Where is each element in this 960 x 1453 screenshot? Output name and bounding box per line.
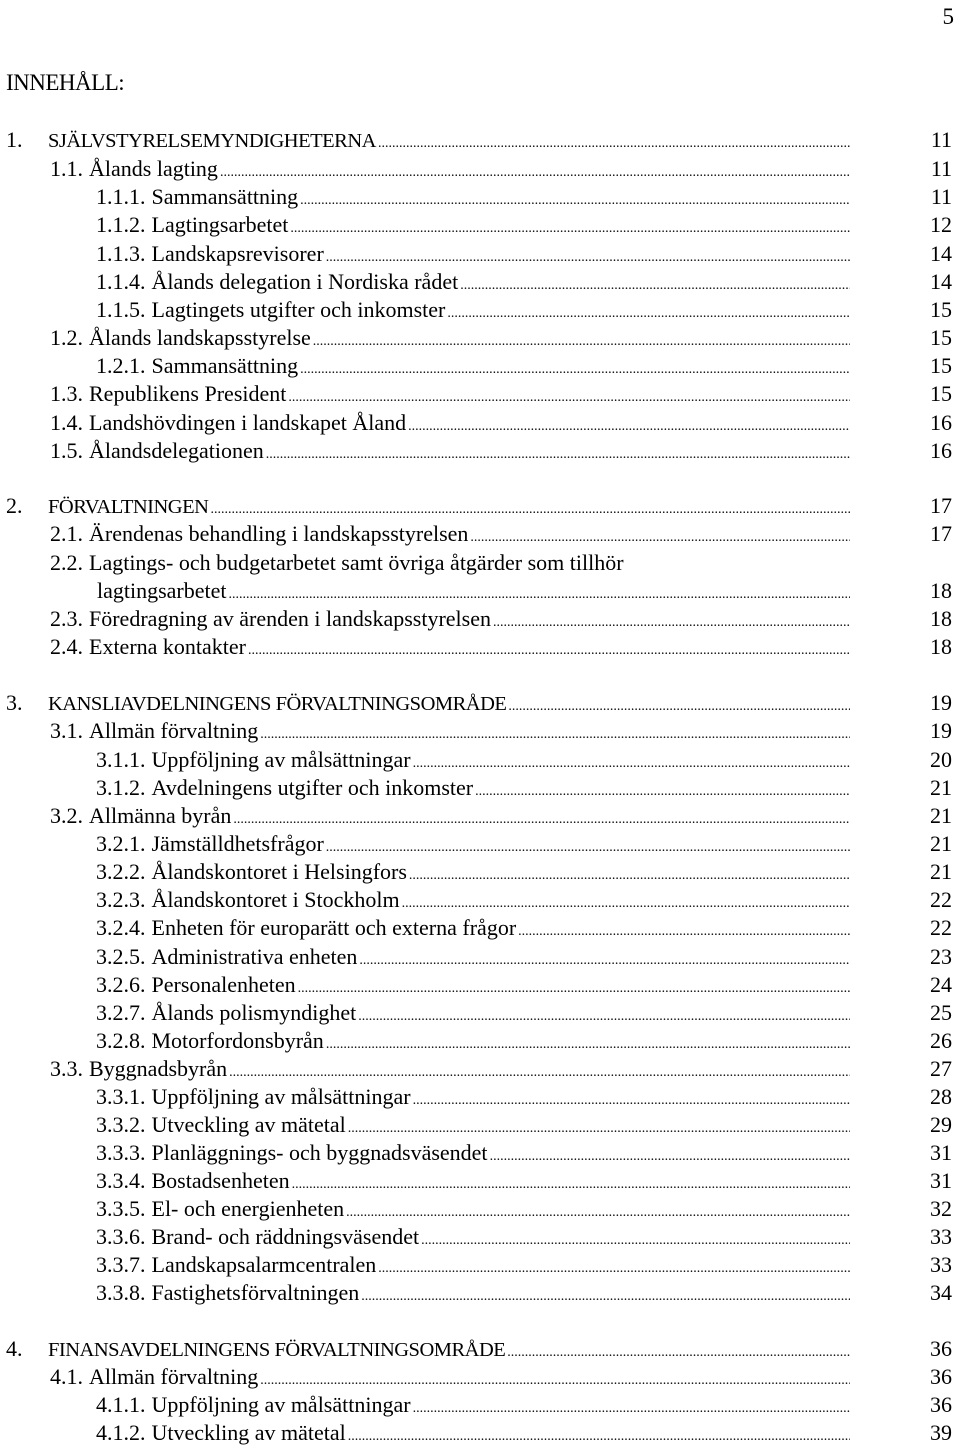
toc-entry-title: El- och energienheten bbox=[151, 1196, 345, 1221]
toc-entry-title: Uppföljning av målsättningar bbox=[151, 1392, 411, 1417]
toc-entry[interactable] bbox=[6, 492, 852, 520]
toc-entry-title: Ålandsdelegationen bbox=[89, 438, 264, 463]
toc-entry-page: 12 bbox=[930, 212, 952, 237]
toc-entry-title: Ålands delegation i Nordiska rådet bbox=[151, 269, 459, 294]
toc-entry[interactable] bbox=[96, 1251, 852, 1279]
toc-entry[interactable] bbox=[50, 802, 852, 830]
toc-entry[interactable] bbox=[50, 717, 852, 745]
toc-entry-number: 1.2. bbox=[50, 325, 83, 350]
toc-entry[interactable] bbox=[96, 211, 852, 239]
toc-entry-title: Motorfordonsbyrån bbox=[151, 1028, 324, 1053]
toc-entry[interactable] bbox=[50, 155, 852, 183]
toc-entry[interactable] bbox=[96, 183, 852, 211]
toc-entry[interactable] bbox=[96, 296, 852, 324]
toc-entry-number: 4.1.2. bbox=[96, 1420, 146, 1445]
toc-entry-title: Brand- och räddningsväsendet bbox=[151, 1224, 420, 1249]
toc-entry-title: Ålands lagting bbox=[89, 156, 218, 181]
toc-entry-page: 18 bbox=[930, 606, 952, 631]
toc-entry-number: 2.1. bbox=[50, 521, 83, 546]
toc-entry-page: 17 bbox=[930, 493, 952, 518]
toc-entry[interactable] bbox=[6, 1335, 852, 1363]
toc-entry-page: 36 bbox=[930, 1364, 952, 1389]
toc-entry-page: 18 bbox=[930, 634, 952, 659]
toc-entry[interactable] bbox=[96, 1027, 852, 1055]
toc-entry[interactable] bbox=[50, 1055, 852, 1083]
toc-entry-title: Fastighetsförvaltningen bbox=[151, 1280, 360, 1305]
toc-entry-number: 3.1.2. bbox=[96, 775, 146, 800]
toc-entry-number: 1.1.3. bbox=[96, 241, 146, 266]
toc-entry-page: 11 bbox=[930, 184, 952, 209]
toc-entry[interactable] bbox=[96, 1279, 852, 1307]
toc-entry-title: FINANSAVDELNINGENS FÖRVALTNINGSOMRÅDE bbox=[48, 1339, 506, 1361]
toc-entry-page: 36 bbox=[930, 1392, 952, 1417]
toc-entry-number: 3.1. bbox=[50, 718, 83, 743]
toc-entry-page: 17 bbox=[930, 521, 952, 546]
toc-entry-number: 3.3.2. bbox=[96, 1112, 146, 1137]
toc-entry-page: 33 bbox=[930, 1224, 952, 1249]
toc-entry-page: 14 bbox=[930, 269, 952, 294]
toc-entry[interactable] bbox=[96, 999, 852, 1027]
toc-entry[interactable] bbox=[50, 605, 852, 633]
toc-entry-number: 3.3.3. bbox=[96, 1140, 146, 1165]
toc-entry-number: 3.3. bbox=[50, 1056, 83, 1081]
toc-entry-page: 15 bbox=[930, 325, 952, 350]
toc-entry-page: 14 bbox=[930, 241, 952, 266]
toc-entry[interactable] bbox=[96, 1083, 852, 1111]
toc-entry-number: 1.1.1. bbox=[96, 184, 146, 209]
toc-entry-page: 33 bbox=[930, 1252, 952, 1277]
toc-entry[interactable] bbox=[96, 746, 852, 774]
toc-entry-title: Bostadsenheten bbox=[151, 1168, 290, 1193]
toc-entry-title: Republikens President bbox=[89, 381, 287, 406]
toc-entry-number: 3.2. bbox=[50, 803, 83, 828]
toc-entry-title: Allmän förvaltning bbox=[89, 718, 259, 743]
toc-entry-page: 15 bbox=[930, 297, 952, 322]
toc-entry-title: Uppföljning av målsättningar bbox=[151, 1084, 411, 1109]
toc-entry[interactable] bbox=[96, 1419, 852, 1447]
toc-entry-number: 3.2.3. bbox=[96, 887, 146, 912]
toc-entry-number: 3.2.5. bbox=[96, 944, 146, 969]
toc-entry-page: 21 bbox=[930, 859, 952, 884]
toc-entry-page: 34 bbox=[930, 1280, 952, 1305]
toc-entry[interactable] bbox=[96, 971, 852, 999]
toc-entry[interactable] bbox=[50, 520, 852, 548]
toc-entry-page: 23 bbox=[930, 944, 952, 969]
toc-entry[interactable] bbox=[50, 324, 852, 352]
toc-entry-number: 3.2.4. bbox=[96, 915, 146, 940]
toc-entry-title: Uppföljning av målsättningar bbox=[151, 747, 411, 772]
toc-entry-title: Allmän förvaltning bbox=[89, 1364, 259, 1389]
toc-entry-number: 3.1.1. bbox=[96, 747, 146, 772]
toc-entry-title: Externa kontakter bbox=[89, 634, 246, 659]
toc-entry-page: 21 bbox=[930, 775, 952, 800]
dot-leader bbox=[260, 717, 850, 749]
toc-entry-title: Personalenheten bbox=[151, 972, 296, 997]
toc-entry[interactable] bbox=[96, 268, 852, 296]
toc-entry-page: 18 bbox=[930, 578, 952, 603]
toc-entry-page: 21 bbox=[930, 831, 952, 856]
toc-entry-title: FÖRVALTNINGEN bbox=[48, 496, 209, 518]
toc-entry-number: 3.2.2. bbox=[96, 859, 146, 884]
dot-leader bbox=[288, 380, 850, 412]
page-number: 5 bbox=[942, 4, 954, 29]
toc-entry[interactable] bbox=[96, 1195, 852, 1223]
toc-entry[interactable] bbox=[96, 943, 852, 971]
toc-entry-title: Landskapsalarmcentralen bbox=[151, 1252, 377, 1277]
toc-entry[interactable] bbox=[96, 1391, 852, 1419]
toc-entry[interactable] bbox=[96, 858, 852, 886]
toc-entry-number: 1. bbox=[6, 127, 23, 152]
toc-entry-page: 39 bbox=[930, 1420, 952, 1445]
toc-entry-page: 11 bbox=[930, 156, 952, 181]
toc-entry-title: Ålands landskapsstyrelse bbox=[89, 325, 311, 350]
toc-entry-number: 3.3.8. bbox=[96, 1280, 146, 1305]
toc-entry-number: 1.1.5. bbox=[96, 297, 146, 322]
toc-entry-number: 4.1. bbox=[50, 1364, 83, 1389]
toc-entry-number: 3.3.1. bbox=[96, 1084, 146, 1109]
toc-entry-page: 22 bbox=[930, 915, 952, 940]
toc-entry-title: Landshövdingen i landskapet Åland bbox=[89, 410, 407, 435]
toc-entry-number: 3.3.4. bbox=[96, 1168, 146, 1193]
toc-entry-number: 3.3.7. bbox=[96, 1252, 146, 1277]
toc-entry-title: Ålands polismyndighet bbox=[151, 1000, 357, 1025]
toc-entry-title: Sammansättning bbox=[151, 184, 299, 209]
toc-entry-page: 31 bbox=[930, 1168, 952, 1193]
toc-entry-page: 29 bbox=[930, 1112, 952, 1137]
toc-entry-number: 2.3. bbox=[50, 606, 83, 631]
toc-entry-title: Lagtingsarbetet bbox=[151, 212, 289, 237]
toc-entry-title: Lagtingets utgifter och inkomster bbox=[151, 297, 446, 322]
toc-entry-page: 26 bbox=[930, 1028, 952, 1053]
toc-entry-title: Lagtings- och budgetarbetet samt övriga åtgärder som tillhör bbox=[89, 550, 624, 575]
toc-entry[interactable] bbox=[50, 380, 852, 408]
toc-entry-number: 3.2.8. bbox=[96, 1028, 146, 1053]
toc-entry-page: 22 bbox=[930, 887, 952, 912]
toc-entry-page: 11 bbox=[930, 127, 952, 152]
toc-entry-page: 15 bbox=[930, 353, 952, 378]
toc-entry-number: 1.1.2. bbox=[96, 212, 146, 237]
dot-leader bbox=[378, 126, 850, 158]
toc-entry[interactable] bbox=[96, 774, 852, 802]
toc-entry[interactable] bbox=[50, 1363, 852, 1391]
toc-entry-page: 19 bbox=[930, 690, 952, 715]
toc-entry-number: 4.1.1. bbox=[96, 1392, 146, 1417]
toc-entry-page: 31 bbox=[930, 1140, 952, 1165]
toc-entry-number: 3. bbox=[6, 690, 23, 715]
toc-entry-page: 28 bbox=[930, 1084, 952, 1109]
toc-entry-number: 2. bbox=[6, 493, 23, 518]
toc-title: INNEHÅLL: bbox=[6, 70, 125, 95]
toc-entry-number: 1.4. bbox=[50, 410, 83, 435]
toc-entry-title: KANSLIAVDELNINGENS FÖRVALTNINGSOMRÅDE bbox=[48, 693, 507, 715]
toc-entry-title: Föredragning av ärenden i landskapsstyrelsen bbox=[89, 606, 491, 631]
toc-entry-number: 3.2.7. bbox=[96, 1000, 146, 1025]
toc-entry-title: Planläggnings- och byggnadsväsendet bbox=[151, 1140, 488, 1165]
toc-entry-number: 4. bbox=[6, 1336, 23, 1361]
toc-entry[interactable] bbox=[6, 126, 852, 154]
dot-leader bbox=[248, 633, 850, 665]
toc-entry-title: Administrativa enheten bbox=[151, 944, 358, 969]
toc-entry[interactable] bbox=[50, 633, 852, 661]
toc-entry-number: 1.3. bbox=[50, 381, 83, 406]
toc-entry-page: 19 bbox=[930, 718, 952, 743]
dot-leader bbox=[290, 211, 850, 243]
toc-entry-title: Landskapsrevisorer bbox=[151, 241, 324, 266]
toc-entry-title: Ålandskontoret i Stockholm bbox=[151, 887, 400, 912]
toc-entry[interactable] bbox=[96, 830, 852, 858]
dot-leader bbox=[266, 437, 850, 469]
toc-entry-page: 16 bbox=[930, 438, 952, 463]
toc-entry[interactable] bbox=[96, 886, 852, 914]
toc-entry-page: 27 bbox=[930, 1056, 952, 1081]
toc-entry-page: 25 bbox=[930, 1000, 952, 1025]
toc-entry-title: Byggnadsbyrån bbox=[89, 1056, 228, 1081]
toc-entry[interactable] bbox=[96, 352, 852, 380]
toc-entry-title: SJÄLVSTYRELSEMYNDIGHETERNA bbox=[48, 130, 376, 152]
toc-entry[interactable] bbox=[50, 437, 852, 465]
toc-entry-page: 36 bbox=[930, 1336, 952, 1361]
toc-entry-title: Jämställdhetsfrågor bbox=[151, 831, 324, 856]
toc-entry-title: Sammansättning bbox=[151, 353, 299, 378]
toc-entry-title: lagtingsarbetet bbox=[97, 578, 227, 603]
toc-entry[interactable] bbox=[96, 1167, 852, 1195]
toc-entry-number: 1.1.4. bbox=[96, 269, 146, 294]
toc-entry-page: 21 bbox=[930, 803, 952, 828]
toc-entry[interactable] bbox=[96, 1223, 852, 1251]
toc-entry-title: Utveckling av mätetal bbox=[151, 1112, 346, 1137]
toc-entry[interactable] bbox=[96, 1139, 852, 1167]
toc-entry-title: Ärendenas behandling i landskapsstyrelsen bbox=[89, 521, 469, 546]
toc-entry-page: 32 bbox=[930, 1196, 952, 1221]
toc-entry-number: 3.3.5. bbox=[96, 1196, 146, 1221]
toc-entry-number: 3.2.6. bbox=[96, 972, 146, 997]
toc-entry-title: Utveckling av mätetal bbox=[151, 1420, 346, 1445]
toc-entry[interactable] bbox=[50, 549, 852, 577]
toc-entry-page: 16 bbox=[930, 410, 952, 435]
toc-entry-page: 15 bbox=[930, 381, 952, 406]
toc-entry-title: Ålandskontoret i Helsingfors bbox=[151, 859, 407, 884]
toc-entry-title: Allmänna byrån bbox=[89, 803, 232, 828]
toc-entry[interactable] bbox=[6, 689, 852, 717]
toc-entry[interactable] bbox=[96, 914, 852, 942]
toc-entry[interactable] bbox=[96, 1111, 852, 1139]
toc-entry-number: 1.5. bbox=[50, 438, 83, 463]
toc-entry-page: 24 bbox=[930, 972, 952, 997]
toc-entry-number: 2.4. bbox=[50, 634, 83, 659]
toc-entry-title: Avdelningens utgifter och inkomster bbox=[151, 775, 474, 800]
toc-entry-number: 3.3.6. bbox=[96, 1224, 146, 1249]
dot-leader bbox=[361, 1279, 850, 1311]
dot-leader bbox=[348, 1419, 850, 1451]
toc-entry[interactable] bbox=[50, 409, 852, 437]
toc-entry[interactable] bbox=[50, 577, 852, 605]
toc-entry-number: 1.2.1. bbox=[96, 353, 146, 378]
toc-entry-number: 3.2.1. bbox=[96, 831, 146, 856]
toc-entry-title: Enheten för europarätt och externa frågor bbox=[151, 915, 517, 940]
toc-entry-page: 20 bbox=[930, 747, 952, 772]
toc-entry-number: 1.1. bbox=[50, 156, 83, 181]
toc-entry-number: 2.2. bbox=[50, 550, 83, 575]
dot-leader bbox=[518, 914, 850, 946]
toc-entry[interactable] bbox=[96, 240, 852, 268]
dot-leader bbox=[470, 520, 850, 552]
